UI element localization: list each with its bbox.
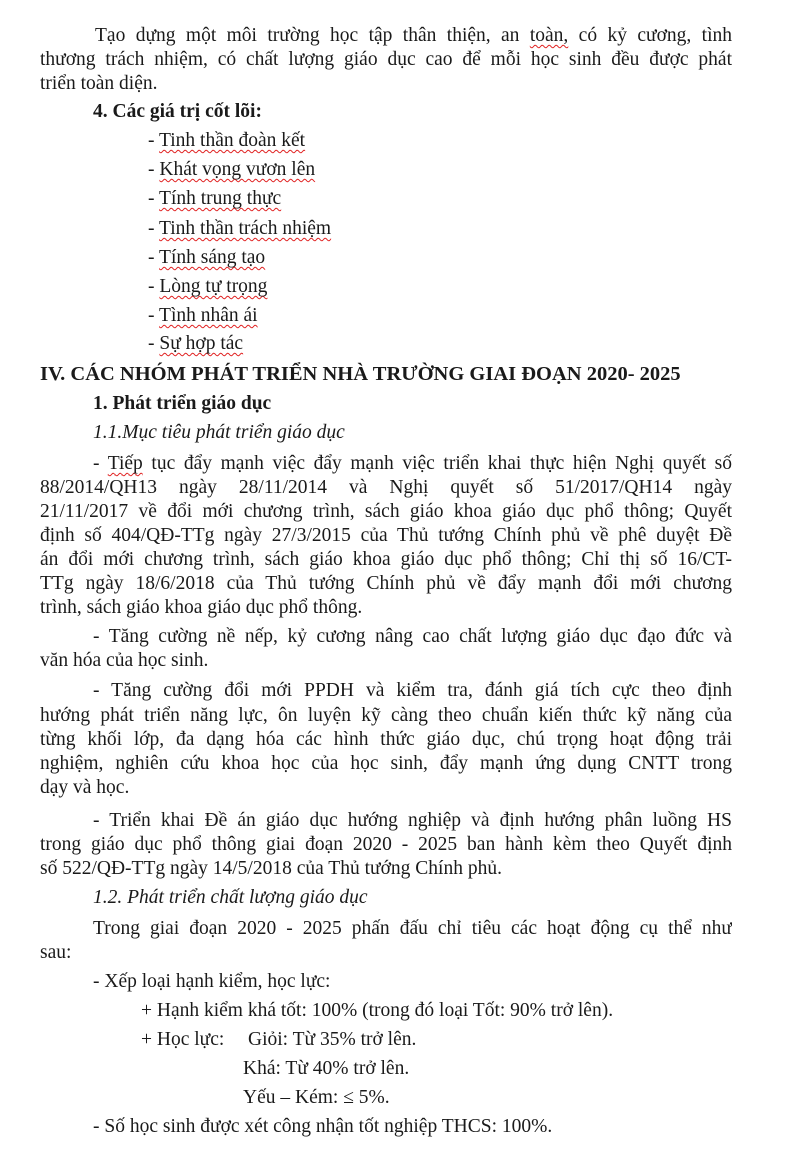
conduct-rating: + Hạnh kiểm khá tốt: 100% (trong đó loại Tốt: 90% trở lên). — [141, 1000, 614, 1021]
bullet: - — [148, 159, 160, 180]
paragraph-1-line-1 — [93, 452, 732, 476]
core-values-heading: 4. Các giá trị cốt lõi: — [93, 101, 262, 122]
vision-line-3: triển toàn diện. — [40, 73, 158, 94]
bullet: - — [148, 276, 160, 297]
core-value-text: Sự hợp tác — [159, 333, 244, 354]
core-value-text: Tinh thần đoàn kết — [159, 130, 306, 151]
core-value-item — [148, 275, 267, 299]
core-value-text: Lòng tự trọng — [159, 276, 268, 297]
paragraph-2-line-2: văn hóa của học sinh. — [40, 650, 209, 671]
core-value-item — [148, 217, 331, 241]
paragraph-1-line-7: trình, sách giáo khoa giáo dục phổ thông. — [40, 597, 363, 618]
core-value-text: Tình nhân ái — [159, 305, 258, 326]
core-value-text: Tính sáng tạo — [159, 247, 266, 268]
paragraph-4-line-3: số 522/QĐ-TTg ngày 14/5/2018 của Thủ tướng Chính phủ. — [40, 858, 502, 879]
academic-kha: Khá: Từ 40% trở lên. — [243, 1058, 410, 1079]
paragraph-3-line-3: từng khối lớp, đa dạng hóa các hình thức giáo dục, chú trọng hoạt động trải — [40, 729, 732, 750]
core-value-item — [148, 158, 315, 182]
vision-text-b: có kỷ cương, tình — [568, 25, 732, 46]
paragraph-3-line-2: hướng phát triển năng lực, ôn luyện kỹ càng theo chuẩn kiến thức kỹ năng của — [40, 705, 732, 726]
paragraph-3-line-1: - Tăng cường đổi mới PPDH và kiểm tra, đánh giá tích cực theo định — [93, 680, 732, 701]
core-value-item — [148, 129, 305, 153]
core-value-text: Tinh thần trách nhiệm — [159, 218, 332, 239]
core-value-item — [148, 304, 258, 328]
bullet: - — [148, 130, 160, 151]
paragraph-2-line-1: - Tăng cường nề nếp, kỷ cương nâng cao chất lượng giáo dục đạo đức và — [93, 626, 732, 647]
academic-gioi: Giỏi: Từ 35% trở lên. — [248, 1029, 417, 1050]
vision-line-2: thương trách nhiệm, có chất lượng giáo dục cao để mỗi học sinh đều được phát — [40, 49, 732, 70]
spellcheck-word: Tiếp — [107, 453, 143, 474]
paragraph-1-line-3: 21/11/2017 về đổi mới chương trình, sách giáo khoa giáo dục phổ thông; Quyết — [40, 501, 732, 522]
bullet: - — [93, 453, 108, 474]
paragraph-1-line-6: TTg ngày 18/6/2018 của Thủ tướng Chính phủ về đẩy mạnh đổi mới chương — [40, 573, 732, 594]
paragraph-4-line-1: - Triển khai Đề án giáo dục hướng nghiệp và định hướng phân luồng HS — [93, 810, 732, 831]
paragraph-1-line-2: 88/2014/QH13 ngày 28/11/2014 và Nghị quyết số 51/2017/QH14 ngày — [40, 477, 732, 498]
paragraph-text: tục đẩy mạnh việc đẩy mạnh việc triển khai thực hiện Nghị quyết số — [142, 453, 732, 474]
paragraph-1-line-4: định số 404/QĐ-TTg ngày 27/3/2015 của Thủ tướng Chính phủ về phê duyệt Đề — [40, 525, 732, 546]
bullet: - — [148, 305, 160, 326]
paragraph-3-line-4: nghiệm, nghiên cứu khoa học của học sinh, đẩy mạnh ứng dụng CNTT trong — [40, 753, 732, 774]
paragraph-5-line-1: Trong giai đoạn 2020 - 2025 phấn đấu chỉ tiêu các hoạt động cụ thể như — [93, 918, 732, 939]
bullet: - — [148, 247, 160, 268]
paragraph-5-line-2: sau: — [40, 942, 72, 963]
bullet: - — [148, 333, 160, 354]
paragraph-1-line-5: án đổi mới chương trình, sách giáo khoa giáo dục phổ thông; Chỉ thị số 16/CT- — [40, 549, 732, 570]
paragraph-4-line-2: trong giáo dục phổ thông giai đoạn 2020 - 2025 ban hành kèm theo Quyết định — [40, 834, 732, 855]
section-heading: IV. CÁC NHÓM PHÁT TRIỂN NHÀ TRƯỜNG GIAI ĐOẠN 2020- 2025 — [40, 363, 681, 385]
graduation-rate: - Số học sinh được xét công nhận tốt nghiệp THCS: 100%. — [93, 1116, 553, 1137]
bullet: - — [148, 188, 160, 209]
core-value-item — [148, 332, 243, 356]
core-value-item — [148, 187, 281, 211]
core-value-text: Khát vọng vươn lên — [159, 159, 316, 180]
core-value-item — [148, 246, 265, 270]
vision-text-a: Tạo dựng một môi trường học tập thân thiện, an — [95, 25, 530, 46]
ratings-title: - Xếp loại hạnh kiểm, học lực: — [93, 971, 331, 992]
academic-yeu: Yếu – Kém: ≤ 5%. — [243, 1087, 390, 1108]
paragraph-3-line-5: dạy và học. — [40, 777, 130, 798]
bullet: - — [148, 218, 160, 239]
academic-label: + Học lực: — [141, 1029, 225, 1050]
spellcheck-word: toàn, — [529, 25, 569, 46]
vision-line-1 — [95, 24, 732, 48]
subsection-title-1-1: 1.1.Mục tiêu phát triển giáo dục — [93, 422, 345, 443]
core-value-text: Tính trung thực — [159, 188, 282, 209]
subsection-title-1-2: 1.2. Phát triển chất lượng giáo dục — [93, 887, 368, 908]
subsection-heading: 1. Phát triển giáo dục — [93, 393, 272, 414]
